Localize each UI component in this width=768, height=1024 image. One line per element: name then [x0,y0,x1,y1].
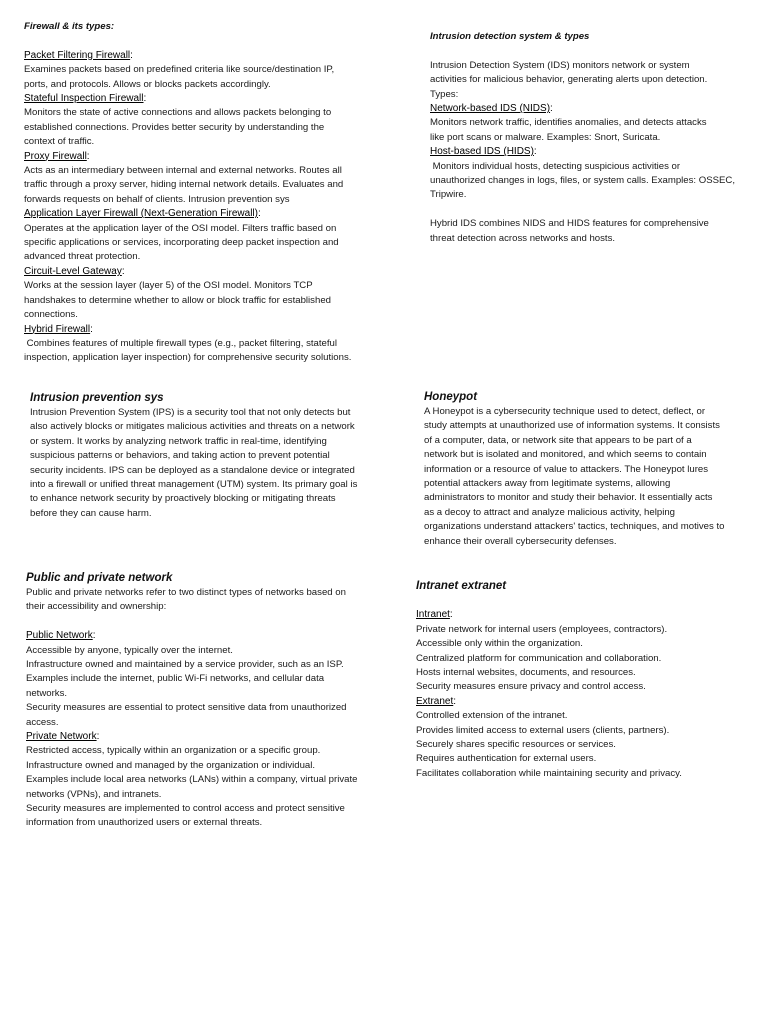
network-intro-line: Public and private networks refer to two distinct types of networks based on [26,587,346,598]
hybrid-ids-line: threat detection across networks and hosts. [430,232,616,244]
honeypot-title: Honeypot [424,391,478,403]
stateful-heading: Stateful Inspection Firewall: [24,93,147,105]
circuit-heading: Circuit-Level Gateway: [24,265,125,277]
nids-line: Monitors network traffic, identifies anomalies, and detects attacks [430,117,707,129]
firewall-title: Firewall & its types: [24,21,115,32]
intranet-section [416,579,756,781]
private-network-line: Restricted access, typically within an organization or a specific group. [26,745,321,757]
ids-section [430,30,760,246]
honeypot-line: information or a resource of value to attackers. The Honeypot lures [424,463,709,475]
ips-line: or system. It works by analyzing network traffic in real-time, identifying [30,435,327,447]
ips-line: Intrusion Prevention System (IPS) is a security tool that not only detects but [30,407,351,418]
network-title: Public and private network [26,572,173,584]
hybrid-firewall-line: inspection, application layer inspection) for comprehensive security solutions. [24,352,352,364]
ips-line: suspicious patterns or behaviors, and taking action to prevent potential [30,450,330,462]
packet-filtering-heading: Packet Filtering Firewall: [24,49,133,61]
private-network-line: Infrastructure owned and managed by the organization or individual. [26,759,316,771]
application-line: Operates at the application layer of the OSI model. Filters traffic based on [24,222,337,234]
ips-line: security incidents. IPS can be deployed as a standalone device or integrated [30,464,355,476]
public-network-line: Accessible by anyone, typically over the internet. [26,644,233,656]
public-network-line: access. [26,716,59,728]
extranet-line: Provides limited access to external users (clients, partners). [416,724,670,736]
firewall-section [24,20,384,366]
honeypot-line: A Honeypot is a cybersecurity technique used to detect, deflect, or [424,406,706,417]
stateful-line: established connections. Provides better security by understanding the [24,121,325,133]
ids-title: Intrusion detection system & types [430,31,590,42]
stateful-line: context of traffic. [24,136,95,148]
ids-intro-line: Types: [430,88,459,100]
private-network-line: networks (VPNs), and intranets. [26,788,162,800]
nids-heading: Network-based IDS (NIDS): [430,103,553,115]
extranet-line: Requires authentication for external users. [416,753,597,765]
intranet-line: Security measures ensure privacy and control access. [416,681,646,693]
honeypot-line: enhance their overall cybersecurity defenses. [424,535,617,547]
application-line: specific applications or services, incorporating deep packet inspection and [24,237,339,249]
extranet-line: Securely shares specific resources or services. [416,739,616,751]
intranet-line: Centralized platform for communication and collaboration. [416,652,662,664]
honeypot-line: potential attackers away from legitimate systems, allowing [424,478,671,490]
honeypot-line: organizations understand attackers' tactics, techniques, and motives to [424,521,725,533]
ips-line: into a firewall or unified threat management (UTM) system. Its primary goal is [30,479,358,491]
ips-line: also actively blocks or mitigates malicious activities and threats on a network [30,421,355,433]
nids-line: like port scans or malware. Examples: Snort, Suricata. [430,131,661,143]
proxy-heading: Proxy Firewall: [24,150,90,162]
hids-line: Tripwire. [430,189,467,201]
honeypot-section [424,390,759,549]
public-network-line: Security measures are essential to protect sensitive data from unauthorized [26,702,347,714]
hybrid-ids-line: Hybrid IDS combines NIDS and HIDS features for comprehensive [430,218,709,230]
ips-line: to enhance network security by proactively blocking or mitigating threats [30,493,336,505]
proxy-line: forwards requests on behalf of clients. Intrusion prevention sys [24,193,290,205]
extranet-line: Facilitates collaboration while maintaining security and privacy. [416,767,682,779]
public-network-line: Examples include the internet, public Wi-Fi networks, and cellular data [26,673,325,685]
proxy-line: Acts as an intermediary between internal and external networks. Routes all [24,165,342,177]
network-intro-line: their accessibility and ownership: [26,601,167,613]
honeypot-line: administrators to monitor and study their behavior. It essentially acts [424,492,713,504]
network-section [26,571,396,831]
intranet-heading: Intranet: [416,609,453,621]
hybrid-firewall-line: Combines features of multiple firewall types (e.g., packet filtering, stateful [24,337,338,349]
ids-intro-line: Intrusion Detection System (IDS) monitors network or system [430,59,690,71]
intranet-extranet-title: Intranet extranet [416,580,507,592]
public-network-line: networks. [26,687,68,699]
ips-line: before they can cause harm. [30,507,152,519]
ids-intro-line: activities for malicious behavior, generating alerts upon detection. [430,74,708,86]
packet-line: ports, and protocols. Allows or blocks packets accordingly. [24,78,271,90]
private-network-heading: Private Network: [26,731,100,743]
packet-line: Examines packets based on predefined criteria like source/destination IP, [24,64,335,76]
hids-heading: Host-based IDS (HIDS): [430,146,537,158]
proxy-line: traffic through a proxy server, hiding internal network details. Evaluates and [24,179,344,191]
intranet-line: Accessible only within the organization. [416,638,583,650]
application-heading: Application Layer Firewall (Next-Generation Firewall): [24,208,261,220]
ips-title: Intrusion prevention sys [30,392,164,404]
extranet-heading: Extranet: [416,695,457,707]
public-network-line: Infrastructure owned and maintained by a service provider, such as an ISP. [26,659,344,671]
hids-line: Monitors individual hosts, detecting suspicious activities or [430,160,681,172]
circuit-line: connections. [24,309,78,321]
stateful-line: Monitors the state of active connections and allows packets belonging to [24,107,332,119]
intranet-line: Private network for internal users (employees, contractors). [416,623,668,635]
public-network-heading: Public Network: [26,630,96,642]
honeypot-line: of a computer, data, or network site that appears to be part of a [424,434,692,446]
honeypot-line: as a decoy to attract and analyze malicious activity, helping [424,506,675,518]
private-network-line: Examples include local area networks (LANs) within a company, virtual private [26,774,358,786]
hybrid-firewall-heading: Hybrid Firewall: [24,323,93,335]
application-line: advanced threat protection. [24,251,141,263]
honeypot-line: network but is isolated and monitored, and which seems to contain [424,449,707,461]
intranet-line: Hosts internal websites, documents, and resources. [416,667,636,679]
private-network-line: Security measures are implemented to control access and protect sensitive [26,803,345,815]
circuit-line: handshakes to determine whether to allow or block traffic for established [24,294,331,306]
ips-section [30,391,390,521]
circuit-line: Works at the session layer (layer 5) of the OSI model. Monitors TCP [24,280,313,292]
extranet-line: Controlled extension of the intranet. [416,710,568,722]
honeypot-line: study attempts at unauthorized use of information systems. It consists [424,420,720,432]
private-network-line: information from unauthorized users or external threats. [26,817,263,829]
hids-line: unauthorized changes in logs, files, or system calls. Examples: OSSEC, [430,175,736,187]
